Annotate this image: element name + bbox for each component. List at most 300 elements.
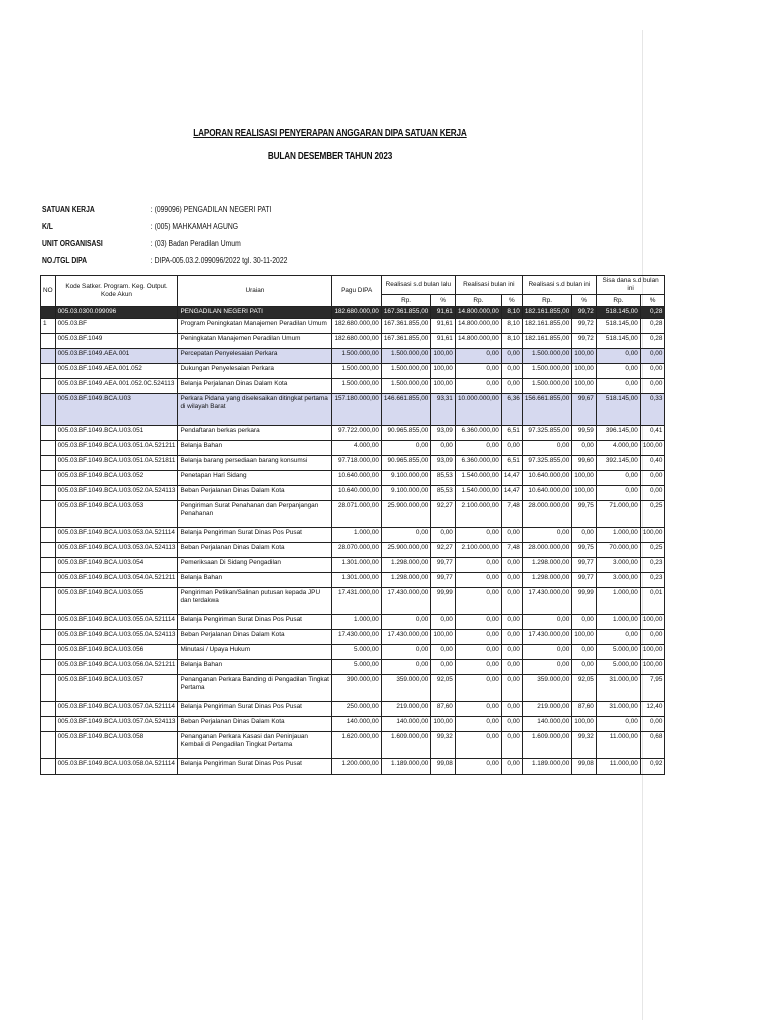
row-no-cell xyxy=(41,307,56,319)
row-realisasi-ini-rp: 10.000.000,00 xyxy=(455,394,501,426)
row-sisa-rp: 31.000,00 xyxy=(596,702,640,717)
row-realisasi-sd-pct: 0,00 xyxy=(572,645,597,660)
row-realisasi-ini-rp: 0,00 xyxy=(455,717,501,732)
row-realisasi-lalu-pct: 100,00 xyxy=(431,630,456,645)
row-realisasi-ini-pct: 0,00 xyxy=(501,364,522,379)
row-realisasi-ini-pct: 0,00 xyxy=(501,528,522,543)
header-row-top xyxy=(41,276,665,295)
header-pct: % xyxy=(431,295,456,307)
row-realisasi-lalu-pct: 85,53 xyxy=(431,486,456,501)
row-sisa-rp: 0,00 xyxy=(596,486,640,501)
header-pct: % xyxy=(640,295,665,307)
table-row xyxy=(41,501,665,528)
row-no-cell xyxy=(41,528,56,543)
header-rp: Rp. xyxy=(596,295,640,307)
row-uraian-cell: Belanja Pengiriman Surat Dinas Pos Pusat xyxy=(178,615,332,630)
row-uraian-cell: Belanja Pengiriman Surat Dinas Pos Pusat xyxy=(178,528,332,543)
row-realisasi-ini-rp: 0,00 xyxy=(455,660,501,675)
row-realisasi-sd-pct: 99,67 xyxy=(572,394,597,426)
header-realisasi-ini: Realisasi bulan ini xyxy=(455,276,522,295)
table-row xyxy=(41,717,665,732)
row-uraian-cell: Belanja Bahan xyxy=(178,573,332,588)
row-pagu-cell: 28.070.000,00 xyxy=(332,543,381,558)
row-realisasi-sd-pct: 0,00 xyxy=(572,441,597,456)
row-realisasi-sd-rp: 28.000.000,00 xyxy=(522,543,571,558)
row-realisasi-lalu-pct: 99,77 xyxy=(431,573,456,588)
row-realisasi-lalu-rp: 9.100.000,00 xyxy=(381,471,430,486)
info-value: : DIPA-005.03.2.099096/2022 tgl. 30-11-2022 xyxy=(150,256,288,265)
row-realisasi-sd-pct: 99,08 xyxy=(572,759,597,775)
row-sisa-pct: 0,00 xyxy=(640,349,665,364)
row-sisa-rp: 31.000,00 xyxy=(596,675,640,702)
table-row xyxy=(41,615,665,630)
row-realisasi-ini-pct: 0,00 xyxy=(501,558,522,573)
row-realisasi-ini-rp: 0,00 xyxy=(455,379,501,394)
row-uraian-cell: Penanganan Perkara Kasasi dan Peninjauan Kembali di Pengadilan Tingkat Pertama xyxy=(178,732,332,759)
row-realisasi-sd-rp: 0,00 xyxy=(522,441,571,456)
row-pagu-cell: 1.620.000,00 xyxy=(332,732,381,759)
row-realisasi-ini-rp: 0,00 xyxy=(455,573,501,588)
header-rp: Rp. xyxy=(381,295,430,307)
header-no: NO xyxy=(41,276,56,307)
table-row xyxy=(41,645,665,660)
row-sisa-rp: 11.000,00 xyxy=(596,732,640,759)
row-realisasi-lalu-pct: 0,00 xyxy=(431,660,456,675)
row-realisasi-sd-pct: 99,72 xyxy=(572,319,597,334)
row-sisa-pct: 12,40 xyxy=(640,702,665,717)
row-sisa-pct: 0,23 xyxy=(640,573,665,588)
row-realisasi-sd-pct: 0,00 xyxy=(572,615,597,630)
row-realisasi-ini-pct: 0,00 xyxy=(501,349,522,364)
row-sisa-rp: 392.145,00 xyxy=(596,456,640,471)
row-realisasi-lalu-rp: 1.189.000,00 xyxy=(381,759,430,775)
row-kode-cell: 005.03.BF.1049.BCA.U03.058.0A.521114 xyxy=(55,759,178,775)
row-no-cell xyxy=(41,426,56,441)
row-kode-cell: 005.03.BF.1049.BCA.U03.053.0A.524113 xyxy=(55,543,178,558)
row-no-cell xyxy=(41,441,56,456)
row-realisasi-ini-rp: 14.800.000,00 xyxy=(455,319,501,334)
info-value: : (005) MAHKAMAH AGUNG xyxy=(150,222,239,231)
row-realisasi-ini-pct: 6,36 xyxy=(501,394,522,426)
row-realisasi-sd-rp: 1.298.000,00 xyxy=(522,573,571,588)
row-realisasi-lalu-rp: 140.000,00 xyxy=(381,717,430,732)
header-sisa: Sisa dana s.d bulan ini xyxy=(596,276,665,295)
row-sisa-rp: 0,00 xyxy=(596,364,640,379)
row-uraian-cell: Perkara Pidana yang diselesaikan ditingkat pertama di wilayah Barat xyxy=(178,394,332,426)
row-realisasi-lalu-rp: 0,00 xyxy=(381,645,430,660)
row-realisasi-ini-rp: 0,00 xyxy=(455,588,501,615)
row-realisasi-sd-rp: 140.000,00 xyxy=(522,717,571,732)
row-no-cell xyxy=(41,501,56,528)
row-realisasi-sd-pct: 100,00 xyxy=(572,349,597,364)
row-kode-cell: 005.03.BF.1049.BCA.U03.051.0A.521211 xyxy=(55,441,178,456)
row-realisasi-lalu-pct: 0,00 xyxy=(431,615,456,630)
row-realisasi-ini-rp: 0,00 xyxy=(455,645,501,660)
row-realisasi-ini-rp: 0,00 xyxy=(455,349,501,364)
row-realisasi-ini-pct: 8,10 xyxy=(501,334,522,349)
row-no-cell xyxy=(41,486,56,501)
row-uraian-cell: Belanja Perjalanan Dinas Dalam Kota xyxy=(178,379,332,394)
header-realisasi-sd: Realisasi s.d bulan ini xyxy=(522,276,596,295)
row-realisasi-ini-pct: 14,47 xyxy=(501,471,522,486)
row-no-cell xyxy=(41,660,56,675)
row-sisa-rp: 3.000,00 xyxy=(596,573,640,588)
row-realisasi-sd-pct: 92,05 xyxy=(572,675,597,702)
table-row xyxy=(41,486,665,501)
row-realisasi-ini-pct: 0,00 xyxy=(501,702,522,717)
row-realisasi-sd-pct: 99,60 xyxy=(572,456,597,471)
row-realisasi-sd-rp: 17.430.000,00 xyxy=(522,588,571,615)
row-sisa-rp: 518.145,00 xyxy=(596,394,640,426)
row-realisasi-lalu-pct: 99,32 xyxy=(431,732,456,759)
row-kode-cell: 005.03.BF.1049.BCA.U03.053.0A.521114 xyxy=(55,528,178,543)
table-row xyxy=(41,441,665,456)
info-label: NO./TGL DIPA xyxy=(42,256,88,265)
row-pagu-cell: 182.680.000,00 xyxy=(332,319,381,334)
row-realisasi-ini-pct: 0,00 xyxy=(501,573,522,588)
row-realisasi-lalu-pct: 92,27 xyxy=(431,501,456,528)
row-realisasi-ini-rp: 14.800.000,00 xyxy=(455,334,501,349)
row-kode-cell: 005.03.BF.1049.BCA.U03.057.0A.524113 xyxy=(55,717,178,732)
header-kode: Kode Satker. Program. Keg. Output. Kode Akun xyxy=(55,276,178,307)
row-realisasi-sd-pct: 99,75 xyxy=(572,501,597,528)
row-no-cell xyxy=(41,717,56,732)
row-uraian-cell: Belanja barang persediaan barang konsumsi xyxy=(178,456,332,471)
row-no-cell xyxy=(41,349,56,364)
row-no-cell xyxy=(41,675,56,702)
row-no-cell xyxy=(41,702,56,717)
row-realisasi-ini-rp: 0,00 xyxy=(455,732,501,759)
row-kode-cell: 005.03.0300.099096 xyxy=(55,307,178,319)
row-kode-cell: 005.03.BF.1049.BCA.U03.052.0A.524113 xyxy=(55,486,178,501)
row-realisasi-ini-rp: 6.360.000,00 xyxy=(455,426,501,441)
row-realisasi-sd-rp: 1.609.000,00 xyxy=(522,732,571,759)
table-row xyxy=(41,364,665,379)
row-realisasi-ini-rp: 0,00 xyxy=(455,702,501,717)
row-uraian-cell: Minutasi / Upaya Hukum xyxy=(178,645,332,660)
row-realisasi-lalu-pct: 100,00 xyxy=(431,717,456,732)
row-realisasi-lalu-pct: 0,00 xyxy=(431,441,456,456)
row-uraian-cell: Penanganan Perkara Banding di Pengadilan Tingkat Pertama xyxy=(178,675,332,702)
row-realisasi-lalu-pct: 91,61 xyxy=(431,334,456,349)
table-row xyxy=(41,702,665,717)
row-kode-cell: 005.03.BF.1049.BCA.U03.051 xyxy=(55,426,178,441)
row-realisasi-sd-pct: 99,72 xyxy=(572,334,597,349)
row-realisasi-ini-pct: 0,00 xyxy=(501,615,522,630)
row-realisasi-ini-pct: 6,51 xyxy=(501,456,522,471)
row-sisa-pct: 0,28 xyxy=(640,334,665,349)
row-realisasi-ini-pct: 0,00 xyxy=(501,717,522,732)
row-realisasi-lalu-pct: 99,99 xyxy=(431,588,456,615)
row-kode-cell: 005.03.BF.1049.BCA.U03.052 xyxy=(55,471,178,486)
row-realisasi-lalu-pct: 85,53 xyxy=(431,471,456,486)
row-realisasi-lalu-pct: 92,27 xyxy=(431,543,456,558)
row-realisasi-lalu-pct: 87,60 xyxy=(431,702,456,717)
row-realisasi-ini-pct: 0,00 xyxy=(501,630,522,645)
row-kode-cell: 005.03.BF.1049.BCA.U03.055 xyxy=(55,588,178,615)
row-uraian-cell: Dukungan Penyelesaian Perkara xyxy=(178,364,332,379)
row-sisa-rp: 396.145,00 xyxy=(596,426,640,441)
row-realisasi-lalu-rp: 1.298.000,00 xyxy=(381,558,430,573)
table-row xyxy=(41,528,665,543)
row-no-cell xyxy=(41,645,56,660)
row-no-cell xyxy=(41,394,56,426)
row-no-cell xyxy=(41,759,56,775)
row-realisasi-lalu-pct: 100,00 xyxy=(431,349,456,364)
row-no-cell xyxy=(41,334,56,349)
row-realisasi-sd-pct: 99,32 xyxy=(572,732,597,759)
header-uraian: Uraian xyxy=(178,276,332,307)
row-pagu-cell: 1.000,00 xyxy=(332,528,381,543)
row-realisasi-sd-pct: 100,00 xyxy=(572,364,597,379)
row-realisasi-ini-rp: 0,00 xyxy=(455,615,501,630)
table-row xyxy=(41,630,665,645)
row-realisasi-sd-pct: 99,99 xyxy=(572,588,597,615)
row-realisasi-sd-pct: 100,00 xyxy=(572,717,597,732)
row-no-cell xyxy=(41,471,56,486)
row-realisasi-ini-rp: 0,00 xyxy=(455,558,501,573)
row-kode-cell: 005.03.BF.1049.BCA.U03.053 xyxy=(55,501,178,528)
row-realisasi-sd-rp: 97.325.855,00 xyxy=(522,456,571,471)
row-realisasi-lalu-pct: 92,05 xyxy=(431,675,456,702)
row-pagu-cell: 250.000,00 xyxy=(332,702,381,717)
row-pagu-cell: 10.640.000,00 xyxy=(332,486,381,501)
row-uraian-cell: Beban Perjalanan Dinas Dalam Kota xyxy=(178,717,332,732)
row-sisa-pct: 0,00 xyxy=(640,379,665,394)
row-sisa-pct: 0,28 xyxy=(640,319,665,334)
row-uraian-cell: Belanja Bahan xyxy=(178,660,332,675)
row-realisasi-lalu-pct: 100,00 xyxy=(431,364,456,379)
row-realisasi-ini-rp: 0,00 xyxy=(455,759,501,775)
row-pagu-cell: 17.431.000,00 xyxy=(332,588,381,615)
row-realisasi-ini-rp: 0,00 xyxy=(455,441,501,456)
row-sisa-rp: 518.145,00 xyxy=(596,307,640,319)
row-sisa-pct: 7,95 xyxy=(640,675,665,702)
header-info-block xyxy=(42,201,287,269)
row-pagu-cell: 1.301.000,00 xyxy=(332,573,381,588)
row-no-cell xyxy=(41,364,56,379)
row-realisasi-lalu-rp: 0,00 xyxy=(381,441,430,456)
row-realisasi-lalu-rp: 1.298.000,00 xyxy=(381,573,430,588)
row-sisa-pct: 0,00 xyxy=(640,630,665,645)
info-value: : (099096) PENGADILAN NEGERI PATI xyxy=(150,205,272,214)
row-sisa-pct: 0,41 xyxy=(640,426,665,441)
row-realisasi-lalu-rp: 25.900.000,00 xyxy=(381,543,430,558)
row-sisa-rp: 0,00 xyxy=(596,717,640,732)
row-sisa-pct: 100,00 xyxy=(640,528,665,543)
row-no-cell xyxy=(41,456,56,471)
row-uraian-cell: Pendaftaran berkas perkara xyxy=(178,426,332,441)
row-realisasi-lalu-rp: 90.965.855,00 xyxy=(381,456,430,471)
row-pagu-cell: 4.000,00 xyxy=(332,441,381,456)
row-realisasi-ini-pct: 7,48 xyxy=(501,543,522,558)
info-row-kl xyxy=(42,218,287,235)
row-kode-cell: 005.03.BF.1049.BCA.U03.056 xyxy=(55,645,178,660)
row-realisasi-ini-pct: 14,47 xyxy=(501,486,522,501)
row-realisasi-sd-pct: 87,60 xyxy=(572,702,597,717)
row-sisa-pct: 0,33 xyxy=(640,394,665,426)
row-kode-cell: 005.03.BF.1049.BCA.U03.057.0A.521114 xyxy=(55,702,178,717)
row-realisasi-sd-rp: 1.298.000,00 xyxy=(522,558,571,573)
row-pagu-cell: 390.000,00 xyxy=(332,675,381,702)
row-realisasi-ini-pct: 8,10 xyxy=(501,319,522,334)
row-realisasi-ini-pct: 0,00 xyxy=(501,588,522,615)
row-pagu-cell: 28.071.000,00 xyxy=(332,501,381,528)
row-no-cell xyxy=(41,630,56,645)
row-realisasi-ini-pct: 0,00 xyxy=(501,645,522,660)
row-pagu-cell: 140.000,00 xyxy=(332,717,381,732)
row-realisasi-ini-pct: 0,00 xyxy=(501,660,522,675)
realization-table xyxy=(40,275,665,775)
row-kode-cell: 005.03.BF.1049.BCA.U03.055.0A.521114 xyxy=(55,615,178,630)
row-realisasi-lalu-rp: 1.500.000,00 xyxy=(381,379,430,394)
row-sisa-rp: 71.000,00 xyxy=(596,501,640,528)
row-pagu-cell: 1.000,00 xyxy=(332,615,381,630)
row-sisa-rp: 0,00 xyxy=(596,471,640,486)
row-realisasi-sd-pct: 0,00 xyxy=(572,660,597,675)
row-realisasi-lalu-rp: 167.361.855,00 xyxy=(381,319,430,334)
row-realisasi-ini-rp: 0,00 xyxy=(455,675,501,702)
row-uraian-cell: PENGADILAN NEGERI PATI xyxy=(178,307,332,319)
row-realisasi-sd-rp: 182.161.855,00 xyxy=(522,334,571,349)
row-kode-cell: 005.03.BF.1049.BCA.U03.054 xyxy=(55,558,178,573)
table-row xyxy=(41,732,665,759)
report-subtitle: BULAN DESEMBER TAHUN 2023 xyxy=(267,150,393,162)
row-realisasi-sd-pct: 99,77 xyxy=(572,573,597,588)
info-label: UNIT ORGANISASI xyxy=(42,239,103,248)
row-sisa-pct: 0,00 xyxy=(640,486,665,501)
row-kode-cell: 005.03.BF.1049.BCA.U03.057 xyxy=(55,675,178,702)
row-realisasi-ini-pct: 6,51 xyxy=(501,426,522,441)
row-realisasi-sd-pct: 100,00 xyxy=(572,471,597,486)
row-sisa-rp: 518.145,00 xyxy=(596,334,640,349)
row-uraian-cell: Pengiriman Surat Penahanan dan Perpanjangan Penahanan xyxy=(178,501,332,528)
row-realisasi-sd-pct: 100,00 xyxy=(572,630,597,645)
row-pagu-cell: 182.680.000,00 xyxy=(332,334,381,349)
table-row xyxy=(41,349,665,364)
row-pagu-cell: 1.301.000,00 xyxy=(332,558,381,573)
row-realisasi-lalu-pct: 93,09 xyxy=(431,426,456,441)
row-no-cell xyxy=(41,543,56,558)
row-uraian-cell: Belanja Pengiriman Surat Dinas Pos Pusat xyxy=(178,702,332,717)
row-sisa-pct: 0,25 xyxy=(640,543,665,558)
row-realisasi-lalu-rp: 25.900.000,00 xyxy=(381,501,430,528)
row-sisa-rp: 0,00 xyxy=(596,349,640,364)
row-realisasi-lalu-rp: 17.430.000,00 xyxy=(381,588,430,615)
table-row xyxy=(41,307,665,319)
row-sisa-pct: 0,25 xyxy=(640,501,665,528)
row-realisasi-sd-rp: 0,00 xyxy=(522,660,571,675)
row-no-cell xyxy=(41,615,56,630)
row-uraian-cell: Program Peningkatan Manajemen Peradilan Umum xyxy=(178,319,332,334)
row-pagu-cell: 157.180.000,00 xyxy=(332,394,381,426)
row-realisasi-lalu-rp: 17.430.000,00 xyxy=(381,630,430,645)
table-row xyxy=(41,456,665,471)
row-realisasi-lalu-pct: 100,00 xyxy=(431,379,456,394)
row-sisa-pct: 0,00 xyxy=(640,717,665,732)
row-realisasi-lalu-rp: 1.500.000,00 xyxy=(381,364,430,379)
row-realisasi-sd-rp: 10.640.000,00 xyxy=(522,471,571,486)
row-uraian-cell: Beban Perjalanan Dinas Dalam Kota xyxy=(178,543,332,558)
row-sisa-rp: 518.145,00 xyxy=(596,319,640,334)
row-uraian-cell: Peningkatan Manajemen Peradilan Umum xyxy=(178,334,332,349)
row-sisa-pct: 0,00 xyxy=(640,364,665,379)
row-pagu-cell: 5.000,00 xyxy=(332,660,381,675)
row-sisa-rp: 3.000,00 xyxy=(596,558,640,573)
row-uraian-cell: Belanja Bahan xyxy=(178,441,332,456)
row-realisasi-ini-pct: 0,00 xyxy=(501,675,522,702)
row-realisasi-ini-pct: 7,48 xyxy=(501,501,522,528)
row-no-cell xyxy=(41,379,56,394)
row-no-cell xyxy=(41,732,56,759)
row-realisasi-lalu-pct: 0,00 xyxy=(431,645,456,660)
header-pct: % xyxy=(572,295,597,307)
row-sisa-pct: 0,23 xyxy=(640,558,665,573)
info-row-unit xyxy=(42,235,287,252)
row-realisasi-ini-rp: 6.360.000,00 xyxy=(455,456,501,471)
row-uraian-cell: Beban Perjalanan Dinas Dalam Kota xyxy=(178,486,332,501)
row-realisasi-sd-pct: 100,00 xyxy=(572,486,597,501)
row-sisa-pct: 100,00 xyxy=(640,660,665,675)
row-realisasi-lalu-rp: 90.965.855,00 xyxy=(381,426,430,441)
row-realisasi-ini-rp: 1.540.000,00 xyxy=(455,486,501,501)
row-pagu-cell: 1.500.000,00 xyxy=(332,379,381,394)
row-kode-cell: 005.03.BF xyxy=(55,319,178,334)
row-realisasi-sd-rp: 0,00 xyxy=(522,615,571,630)
row-uraian-cell: Belanja Pengiriman Surat Dinas Pos Pusat xyxy=(178,759,332,775)
row-sisa-pct: 0,01 xyxy=(640,588,665,615)
table-row xyxy=(41,426,665,441)
row-realisasi-lalu-rp: 0,00 xyxy=(381,615,430,630)
row-realisasi-sd-rp: 28.000.000,00 xyxy=(522,501,571,528)
report-title: LAPORAN REALISASI PENYERAPAN ANGGARAN DIPA SATUAN KERJA xyxy=(193,127,467,139)
row-kode-cell: 005.03.BF.1049.AEA.001.052 xyxy=(55,364,178,379)
row-pagu-cell: 97.718.000,00 xyxy=(332,456,381,471)
row-uraian-cell: Beban Perjalanan Dinas Dalam Kota xyxy=(178,630,332,645)
row-realisasi-lalu-pct: 93,31 xyxy=(431,394,456,426)
row-realisasi-ini-pct: 0,00 xyxy=(501,759,522,775)
header-rp: Rp. xyxy=(455,295,501,307)
row-realisasi-ini-rp: 0,00 xyxy=(455,630,501,645)
row-sisa-pct: 100,00 xyxy=(640,615,665,630)
row-sisa-pct: 0,00 xyxy=(640,471,665,486)
row-kode-cell: 005.03.BF.1049.BCA.U03.056.0A.521211 xyxy=(55,660,178,675)
row-uraian-cell: Penetapan Hari Sidang xyxy=(178,471,332,486)
row-sisa-pct: 100,00 xyxy=(640,645,665,660)
row-realisasi-sd-rp: 0,00 xyxy=(522,528,571,543)
row-realisasi-sd-rp: 10.640.000,00 xyxy=(522,486,571,501)
row-realisasi-sd-rp: 1.500.000,00 xyxy=(522,364,571,379)
row-realisasi-sd-pct: 99,59 xyxy=(572,426,597,441)
row-realisasi-lalu-pct: 91,61 xyxy=(431,307,456,319)
info-value: : (03) Badan Peradilan Umum xyxy=(150,239,241,248)
row-realisasi-sd-rp: 182.161.855,00 xyxy=(522,319,571,334)
header-pct: % xyxy=(501,295,522,307)
row-realisasi-sd-rp: 1.189.000,00 xyxy=(522,759,571,775)
info-row-dipa xyxy=(42,252,287,269)
row-no-cell xyxy=(41,588,56,615)
row-sisa-rp: 1.000,00 xyxy=(596,615,640,630)
row-kode-cell: 005.03.BF.1049.BCA.U03.055.0A.524113 xyxy=(55,630,178,645)
row-sisa-rp: 11.000,00 xyxy=(596,759,640,775)
row-sisa-rp: 1.000,00 xyxy=(596,528,640,543)
row-realisasi-lalu-rp: 0,00 xyxy=(381,528,430,543)
row-kode-cell: 005.03.BF.1049 xyxy=(55,334,178,349)
table-row xyxy=(41,543,665,558)
table-row xyxy=(41,471,665,486)
row-sisa-rp: 0,00 xyxy=(596,379,640,394)
table-row xyxy=(41,558,665,573)
